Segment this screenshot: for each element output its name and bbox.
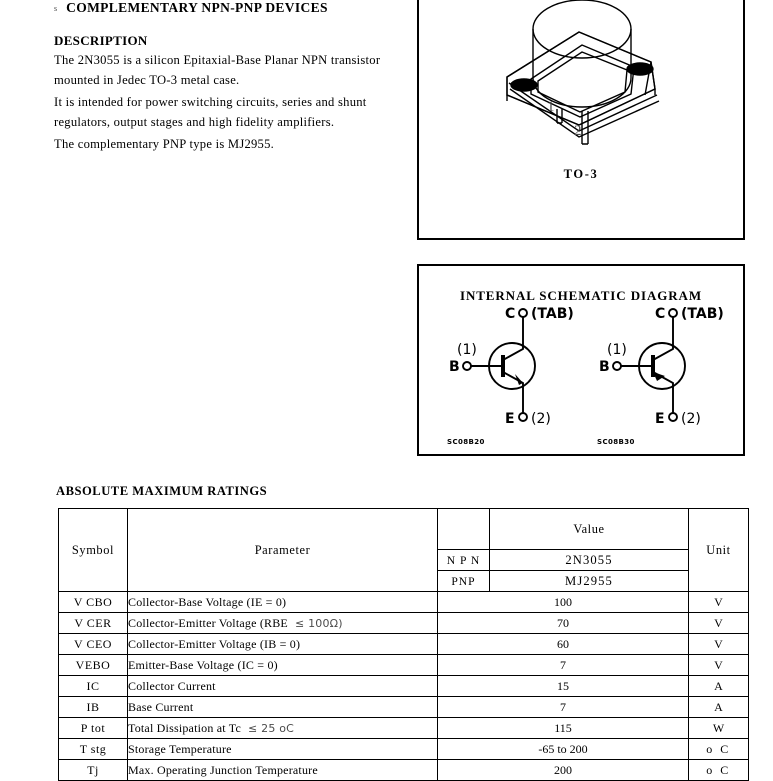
row-parameter-text: Collector-Emitter Voltage (IB = 0) xyxy=(128,636,301,651)
page-marker: s xyxy=(54,4,58,13)
table-row xyxy=(59,760,749,781)
header-type-spacer xyxy=(438,509,490,550)
pnp-base-pin: (1) xyxy=(607,342,627,358)
row-unit: W xyxy=(689,718,749,739)
package-caption: TO-3 xyxy=(563,167,599,181)
npn-collector-terminal xyxy=(519,309,527,317)
row-parameter-text: Collector-Base Voltage (IE = 0) xyxy=(128,594,287,609)
npn-transistor-symbol xyxy=(471,316,535,414)
row-value: 60 xyxy=(438,634,689,655)
row-value: 7 xyxy=(438,655,689,676)
row-unit: o C xyxy=(689,760,749,781)
row-symbol: Tj xyxy=(59,760,128,781)
row-parameter-text: Total Dissipation at Tc xyxy=(128,720,242,735)
device-type-pnp: PNP xyxy=(438,571,490,592)
table-header-row xyxy=(59,509,749,550)
device-type-npn: N P N xyxy=(438,550,490,571)
internal-schematic-figure xyxy=(417,264,745,456)
row-unit: V xyxy=(689,592,749,613)
pnp-emitter-pin: (2) xyxy=(681,411,701,427)
row-parameter xyxy=(128,676,438,697)
npn-collector-label: C xyxy=(505,306,516,322)
npn-base-label: B xyxy=(449,359,460,375)
device-name-pnp: MJ2955 xyxy=(490,571,689,592)
row-parameter-text: Collector Current xyxy=(128,678,216,693)
ratings-heading: ABSOLUTE MAXIMUM RATINGS xyxy=(56,484,268,498)
npn-base-terminal xyxy=(463,362,471,370)
description-paragraph-2: It is intended for power switching circuits, series and shunt regulators, output stages and high fidelity amplifiers. xyxy=(54,95,367,129)
row-unit: o C xyxy=(689,739,749,760)
table-row xyxy=(59,739,749,760)
row-symbol: V CER xyxy=(59,613,128,634)
header-parameter: Parameter xyxy=(128,509,438,592)
table-row xyxy=(59,592,749,613)
document-title-row xyxy=(54,0,404,16)
package-pin-1-label: 1 xyxy=(547,99,555,115)
header-unit: Unit xyxy=(689,509,749,592)
npn-base-pin: (1) xyxy=(457,342,477,358)
row-unit: A xyxy=(689,676,749,697)
row-parameter xyxy=(128,613,438,634)
row-symbol: V CBO xyxy=(59,592,128,613)
row-unit: A xyxy=(689,697,749,718)
table-row xyxy=(59,676,749,697)
row-parameter xyxy=(128,634,438,655)
absolute-maximum-ratings-table xyxy=(58,508,749,781)
description-column xyxy=(54,0,404,155)
pnp-collector-terminal xyxy=(669,309,677,317)
row-unit: V xyxy=(689,634,749,655)
header-symbol: Symbol xyxy=(59,509,128,592)
table-row xyxy=(59,634,749,655)
npn-ref-code: SC08B20 xyxy=(447,438,485,446)
row-unit: V xyxy=(689,613,749,634)
schematic-title: INTERNAL SCHEMATIC DIAGRAM xyxy=(459,288,702,303)
row-value: -65 to 200 xyxy=(438,739,689,760)
row-parameter-text: Base Current xyxy=(128,699,194,714)
package-pin-2-label: 2 xyxy=(574,123,582,139)
row-parameter xyxy=(128,592,438,613)
row-symbol: VEBO xyxy=(59,655,128,676)
table-row xyxy=(59,718,749,739)
row-parameter-text: Max. Operating Junction Temperature xyxy=(128,762,318,777)
pnp-collector-label: C xyxy=(655,306,666,322)
row-parameter xyxy=(128,760,438,781)
header-value: Value xyxy=(490,509,689,550)
description-heading: DESCRIPTION xyxy=(54,33,148,48)
npn-collector-note: (TAB) xyxy=(531,306,574,322)
pnp-ref-code: SC08B30 xyxy=(597,438,635,446)
row-symbol: P tot xyxy=(59,718,128,739)
row-symbol: IC xyxy=(59,676,128,697)
row-symbol: V CEO xyxy=(59,634,128,655)
row-condition: ≤ 100Ω) xyxy=(294,616,343,630)
row-symbol: T stg xyxy=(59,739,128,760)
row-parameter xyxy=(128,655,438,676)
table-row xyxy=(59,655,749,676)
description-paragraph-3: The complementary PNP type is MJ2955. xyxy=(54,137,275,151)
device-name-npn: 2N3055 xyxy=(490,550,689,571)
row-value: 115 xyxy=(438,718,689,739)
npn-emitter-label: E xyxy=(505,411,515,427)
row-value: 70 xyxy=(438,613,689,634)
pnp-emitter-label: E xyxy=(655,411,665,427)
row-parameter-text: Storage Temperature xyxy=(128,741,232,756)
row-condition: ≤ 25 oC xyxy=(248,721,295,735)
row-unit: V xyxy=(689,655,749,676)
row-value: 7 xyxy=(438,697,689,718)
row-value: 15 xyxy=(438,676,689,697)
pnp-emitter-terminal xyxy=(669,413,677,421)
page-title: COMPLEMENTARY NPN-PNP DEVICES xyxy=(66,0,328,15)
row-parameter-text: Collector-Emitter Voltage (RBE xyxy=(128,615,288,630)
row-parameter xyxy=(128,718,438,739)
pnp-base-label: B xyxy=(599,359,610,375)
row-parameter xyxy=(128,697,438,718)
pnp-base-terminal xyxy=(613,362,621,370)
npn-emitter-terminal xyxy=(519,413,527,421)
row-value: 100 xyxy=(438,592,689,613)
row-parameter-text: Emitter-Base Voltage (IC = 0) xyxy=(128,657,278,672)
pnp-transistor-symbol xyxy=(621,316,685,414)
row-value: 200 xyxy=(438,760,689,781)
row-parameter xyxy=(128,739,438,760)
package-outline-figure xyxy=(417,0,745,240)
table-row xyxy=(59,613,749,634)
pnp-collector-note: (TAB) xyxy=(681,306,724,322)
to3-package-drawing xyxy=(419,0,743,238)
schematic-symbols xyxy=(419,266,743,454)
table-row xyxy=(59,697,749,718)
row-symbol: IB xyxy=(59,697,128,718)
description-paragraph-1: The 2N3055 is a silicon Epitaxial-Base Planar NPN transistor mounted in Jedec TO-3 metal case. xyxy=(54,53,381,87)
npn-emitter-pin: (2) xyxy=(531,411,551,427)
